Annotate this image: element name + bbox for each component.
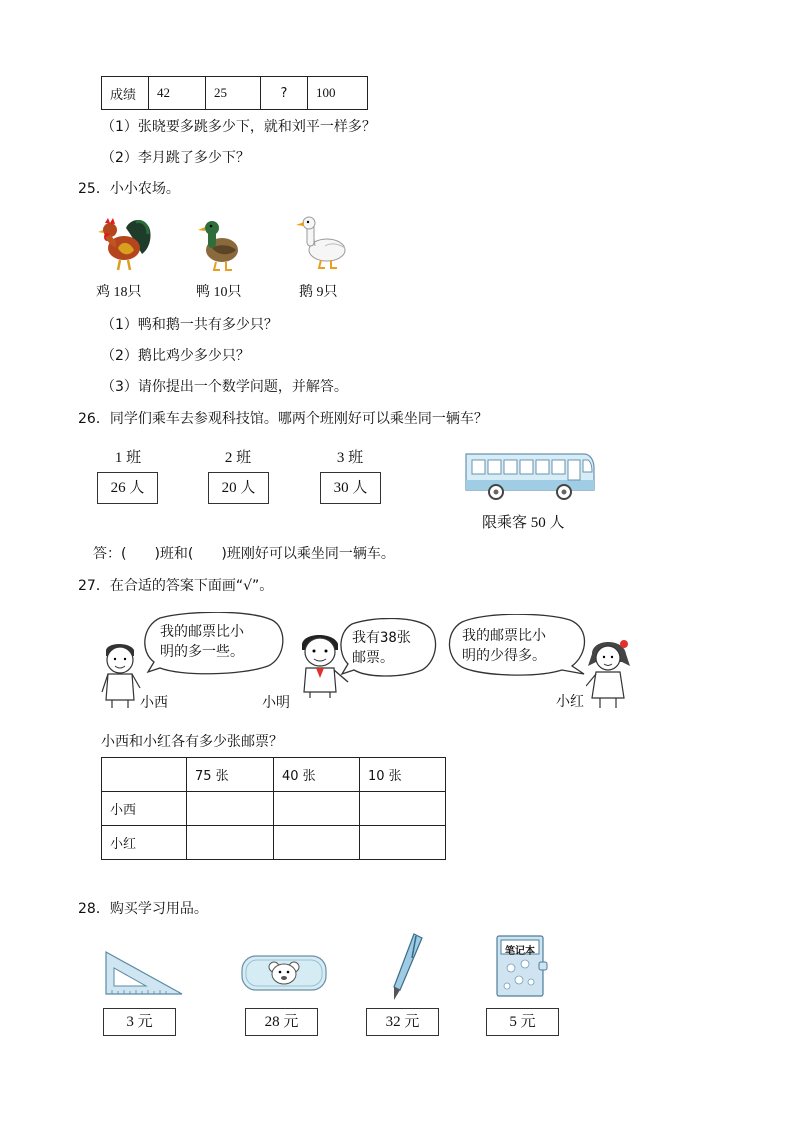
duck-icon: [196, 216, 242, 272]
bubble-text-1: 我的邮票比小 明的多一些。: [160, 624, 244, 660]
pencil-case-icon: [240, 952, 328, 994]
pen-icon: [386, 932, 426, 1002]
price-box-notebook: 5 元: [486, 1008, 559, 1036]
table-row: [102, 758, 446, 792]
answer-cell[interactable]: [274, 792, 360, 826]
triangle-ruler-icon: [104, 950, 184, 996]
name-xiaoxi: 小西: [140, 695, 168, 711]
q28-title: 28．购买学习用品。: [78, 901, 208, 917]
score-table: [101, 76, 368, 110]
q27-question: 小西和小红各有多少张邮票？: [101, 734, 283, 750]
class-name-1: 1 班: [114, 450, 142, 466]
score-cell: 100: [308, 77, 368, 110]
q25-sub2: （2）鹅比鸡少多少只？: [101, 348, 250, 364]
score-cell: ?: [261, 77, 308, 110]
boy-xiaoming-icon: [294, 630, 350, 698]
q26-title: 26．同学们乘车去参观科技馆。哪两个班刚好可以乘坐同一辆车？: [78, 411, 488, 427]
boy-xiaoxi-icon: [100, 640, 142, 708]
table-row-label: 小红: [102, 826, 187, 860]
table-header-cell: 40 张: [274, 758, 360, 792]
bubble-text-3: 我的邮票比小 明的少得多。: [462, 628, 546, 664]
price-box-pen: 32 元: [366, 1008, 439, 1036]
answer-cell[interactable]: [274, 826, 360, 860]
goose-icon: [295, 214, 349, 270]
bus-caption: 限乘客 50 人: [482, 515, 565, 531]
table-header-cell: [102, 758, 187, 792]
score-cell: 42: [149, 77, 206, 110]
q24-sub2: （2）李月跳了多少下？: [101, 150, 250, 166]
table-row: [102, 77, 368, 110]
class-name-2: 2 班: [224, 450, 252, 466]
animal-label-duck: 鸭 10只: [196, 285, 242, 300]
bus-icon: [462, 450, 596, 502]
rooster-icon: [96, 214, 154, 272]
q27-title: 27．在合适的答案下面画“√”。: [78, 578, 274, 594]
bubble-text-2: 我有38张 邮票。: [352, 630, 411, 666]
q25-sub3: （3）请你提出一个数学问题，并解答。: [101, 379, 348, 395]
score-label: 成绩: [102, 77, 149, 110]
answer-cell[interactable]: [360, 826, 446, 860]
answer-cell[interactable]: [187, 792, 274, 826]
q25-title: 25．小小农场。: [78, 181, 180, 197]
animal-label-goose: 鹅 9只: [299, 285, 338, 300]
name-xiaohong: 小红: [556, 694, 584, 710]
table-row: [102, 826, 446, 860]
table-header-cell: 10 张: [360, 758, 446, 792]
girl-xiaohong-icon: [586, 636, 634, 708]
table-header-cell: 75 张: [187, 758, 274, 792]
name-xiaoming: 小明: [262, 695, 290, 711]
animal-label-chicken: 鸡 18只: [96, 285, 142, 300]
table-row: [102, 792, 446, 826]
notebook-cover-label: 笔记本: [505, 946, 535, 957]
q26-answer: 答：( )班和( )班刚好可以乘坐同一辆车。: [93, 546, 395, 562]
price-box-ruler: 3 元: [103, 1008, 176, 1036]
answer-cell[interactable]: [187, 826, 274, 860]
class-count-2: 20 人: [208, 472, 269, 504]
answer-cell[interactable]: [360, 792, 446, 826]
class-count-3: 30 人: [320, 472, 381, 504]
class-name-3: 3 班: [336, 450, 364, 466]
price-box-pencil-case: 28 元: [245, 1008, 318, 1036]
score-cell: 25: [206, 77, 261, 110]
q25-sub1: （1）鸭和鹅一共有多少只？: [101, 317, 278, 333]
stamp-table: [101, 757, 446, 860]
q24-sub1: （1）张晓要多跳多少下，就和刘平一样多？: [101, 119, 376, 135]
table-row-label: 小西: [102, 792, 187, 826]
class-count-1: 26 人: [97, 472, 158, 504]
